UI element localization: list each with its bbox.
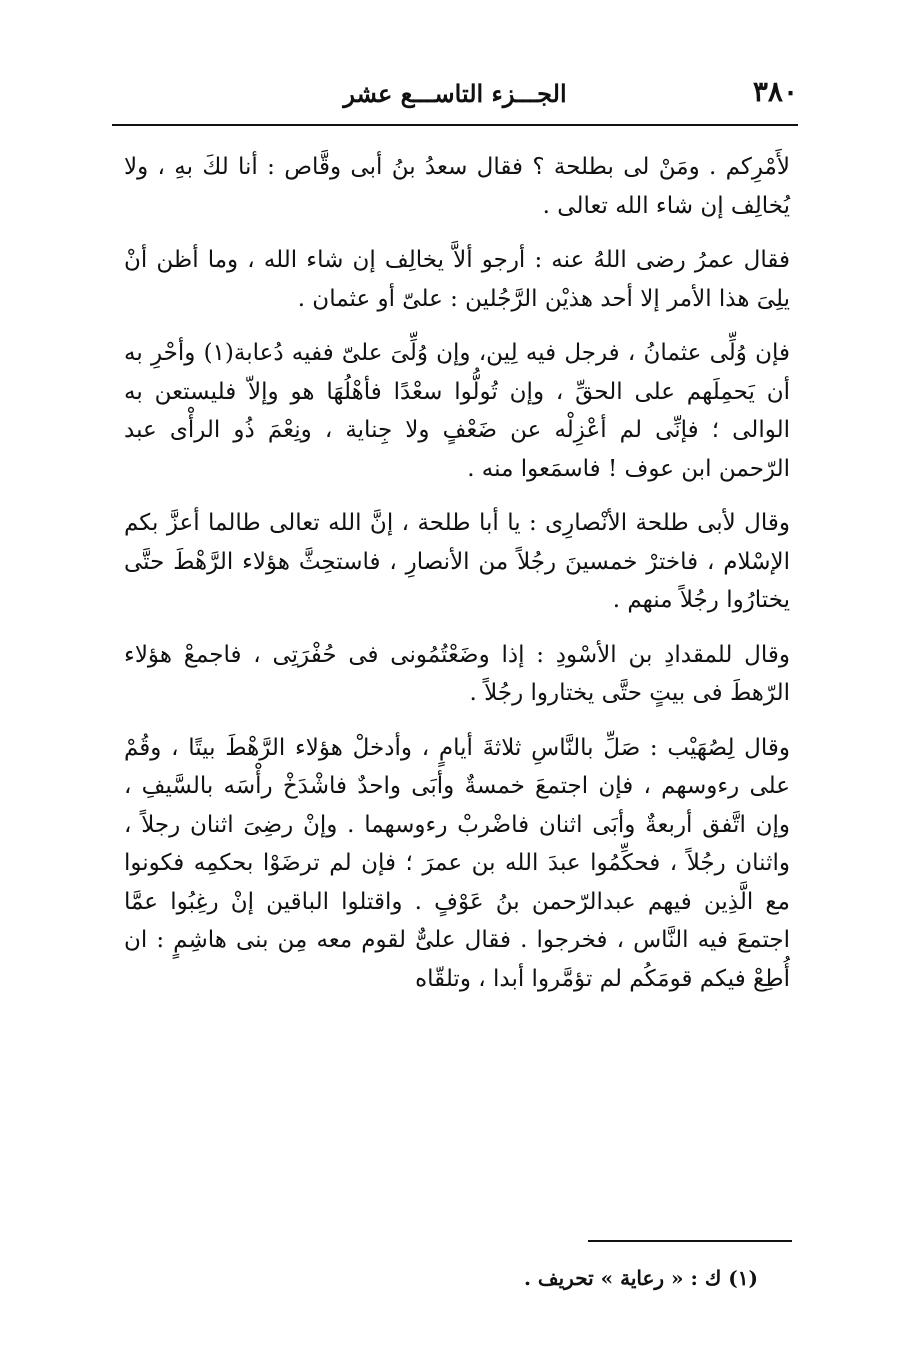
paragraph: وقال لأبى طلحة الأنْصارِى : يا أبا طلحة ، إنَّ الله تعالى طالما أعزَّ بكم الإسْلام ، فاخترْ خمسينَ رجُلاً من الأنصارِ ، فاستحِثَّ هؤلاء الرَّهْطَ حتَّى يختارُوا رجُلاً منهم . <box>124 510 790 613</box>
paragraph: وقال للمقدادِ بن الأسْودِ : إذا وضَعْتُمُونى فى حُفْرَتِى ، فاجمعْ هؤلاء الرّهطَ فى بيتٍ حتَّى يختاروا رجُلاً . <box>124 641 790 706</box>
paragraph: وقال لِصُهَيْب : صَلِّ بالنَّاسِ ثلاثةَ أيامٍ ، وأدخلْ هؤلاء الرَّهْطَ بيتًا ، وقُمْ على رءوسهم ، فإن اجتمعَ خمسةٌ وأبَى واحدٌ فاشْدَخْ رأْسَه بالسَّيفِ ، وإن اتَّفق أربعةٌ وأبَى اثنان فاضْربْ رءوسهما . وإنْ رضِىَ اثنان رجلاً ، واثنان رجُلاً ، فحكِّمُوا عبدَ الله بن عمرَ ؛ فإن لم ترضَوْا بحكمِه فكونوا مع الَّذِين فيهم عبدالرّحمن بنُ عَوْفٍ . واقتلوا الباقين إنْ رغِبُوا عمَّا اجتمعَ فيه النَّاس ، فخرجوا . فقال علىٌّ لقوم معه مِن بنى هاشِمٍ : ان أُطِعْ فيكم قومَكُم لم تؤمَّروا أبدا ، وتلقّاه <box>124 734 790 992</box>
footnote-rule <box>588 1240 792 1242</box>
page-header <box>112 72 798 120</box>
paragraph: فقال عمرُ رضى اللهُ عنه : أرجو ألاَّ يخالِف إن شاء الله ، وما أظن أنْ يلِىَ هذا الأمر إلا أحد هذيْن الرَّجُلين : علىّ أو عثمان . <box>124 247 790 312</box>
footnote: (١) ك : « رعاية » تحريف . <box>523 1266 758 1290</box>
header-rule <box>112 124 798 126</box>
running-title: الجـــزء التاســـع عشر <box>343 79 567 108</box>
page-number: ٣٨٠ <box>752 75 798 108</box>
main-text <box>124 148 790 998</box>
paragraph: لأَمْرِكم . ومَنْ لى بطلحة ؟ فقال سعدُ بنُ أبى وقَّاص : أنا لكَ بهِ ، ولا يُخالِف إن شاء الله تعالى . <box>124 154 790 219</box>
paragraph: فإن وُلِّى عثمانُ ، فرجل فيه لِين، وإن وُلِّىَ علىّ ففيه دُعابة(١) وأحْرِ به أن يَحمِلَهم على الحقِّ ، وإن تُولُّوا سعْدًا فأهْلُهَا هو وإلاّ فليستعن به الوالى ؛ فإنِّى لم أعْزِلْه عن ضَعْفٍ ولا جِناية ، ونِعْمَ ذُو الرأْى عبد الرّحمن ابن عوف ! فاسمَعوا منه . <box>124 340 790 482</box>
